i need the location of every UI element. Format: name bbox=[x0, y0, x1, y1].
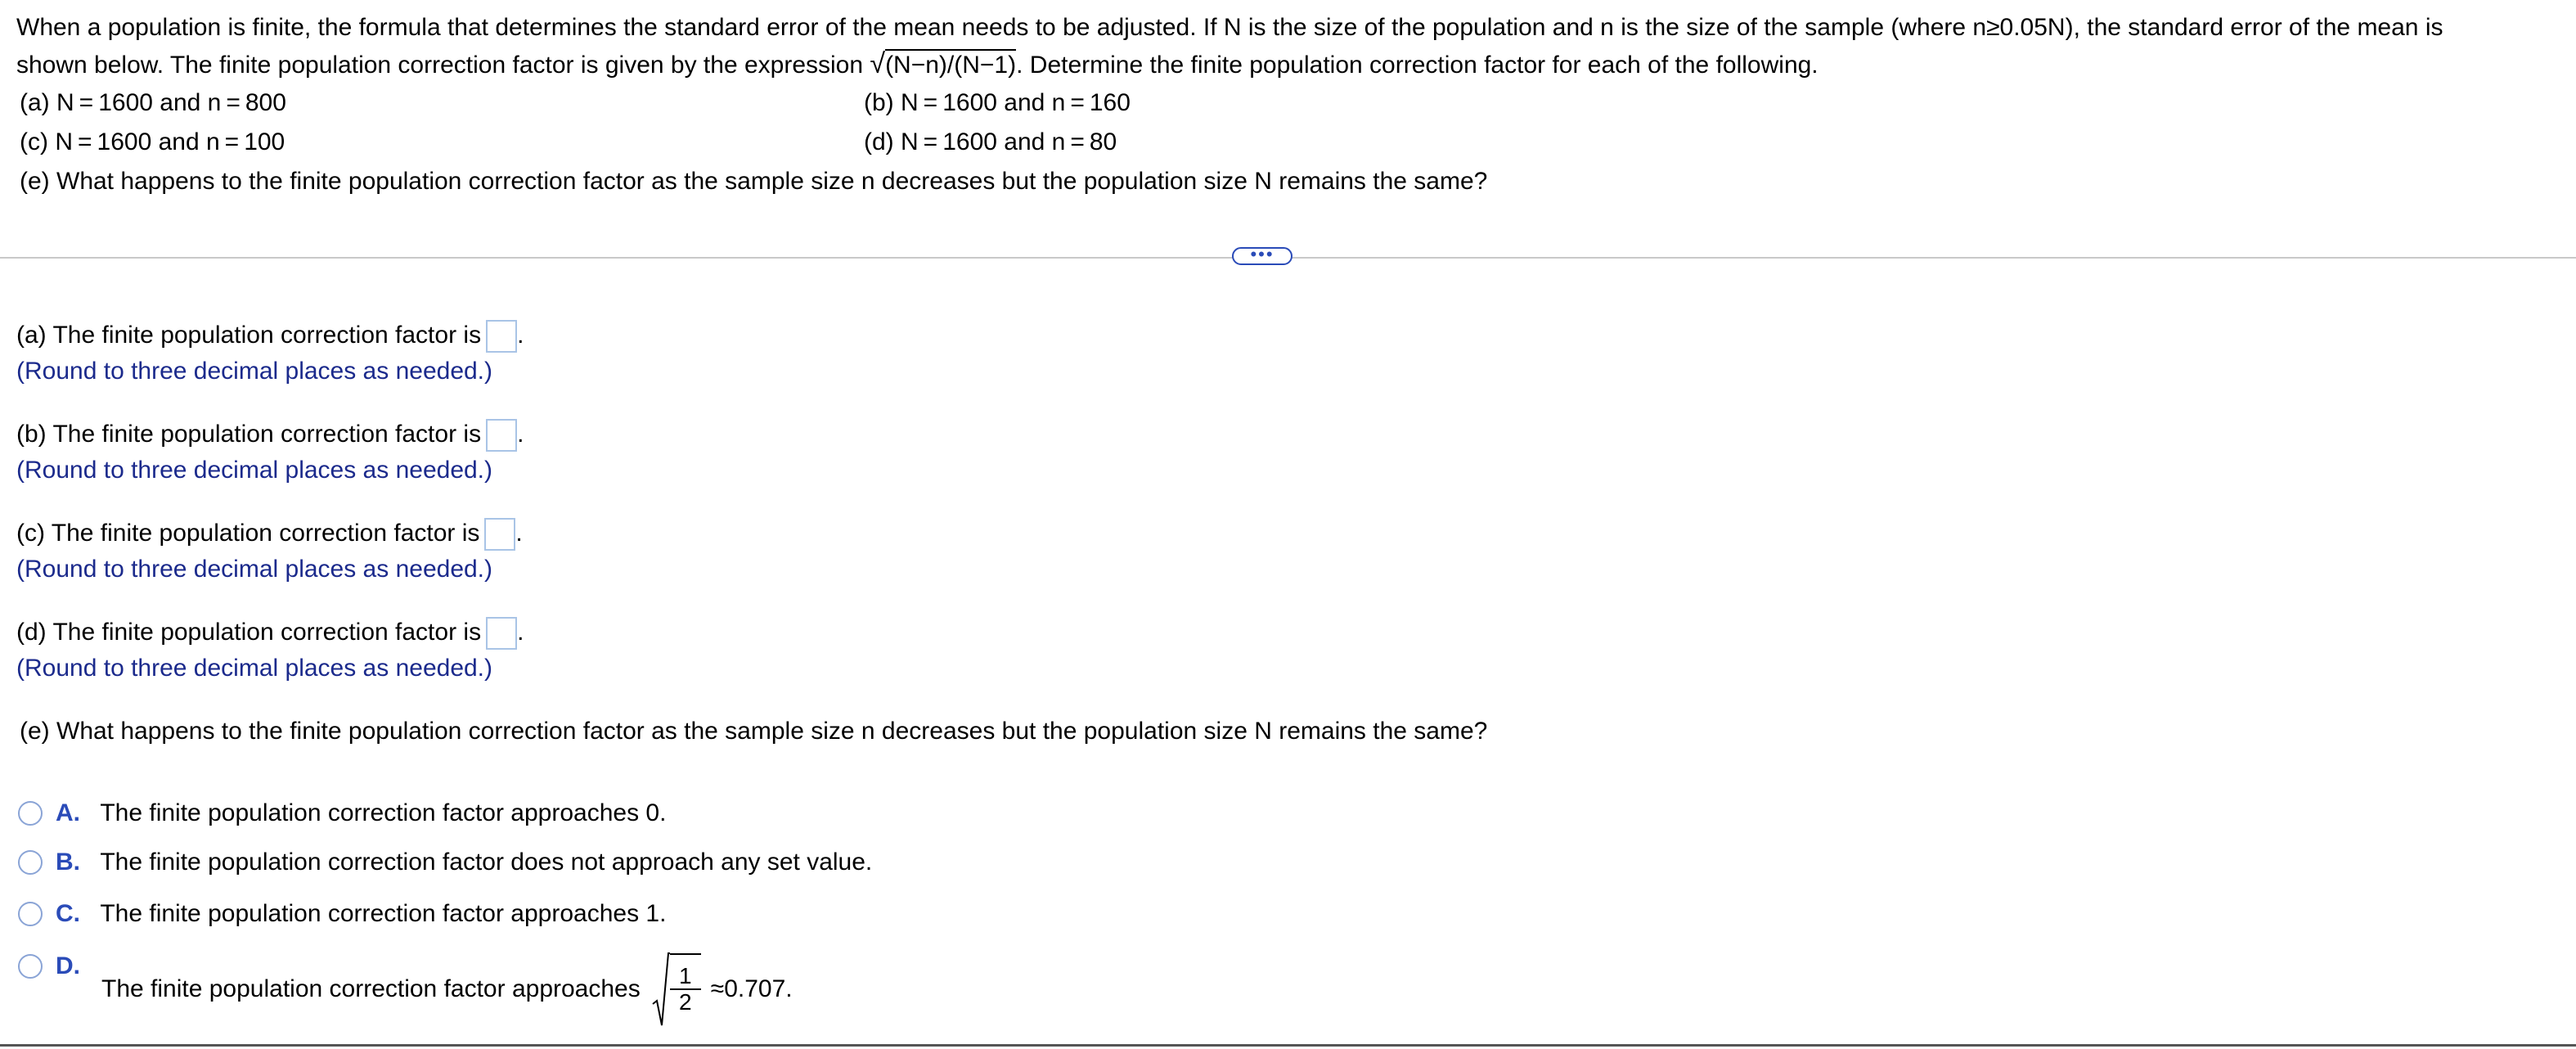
radical-icon bbox=[652, 952, 670, 1027]
bottom-border bbox=[0, 1044, 2576, 1047]
intro-line-2-end: . Determine the finite population correction factor for each of the following. bbox=[1016, 52, 1818, 79]
answer-c-hint: (Round to three decimal places as needed.) bbox=[16, 556, 493, 583]
answer-b-label: (b) The finite population correction factor is bbox=[16, 421, 482, 448]
answer-d-label: (d) The finite population correction factor is bbox=[16, 619, 482, 646]
option-d-letter[interactable] bbox=[56, 948, 80, 984]
case-a: (a) N = 1600 and n = 800 bbox=[20, 89, 286, 116]
intro-line-1: When a population is finite, the formula that determines the standard error of the mean needs to be adjusted. If N is the size of the population and n is the size of the sample (where n≥0.05N), the standard error of the mean is bbox=[16, 14, 2443, 41]
intro-line-2 bbox=[16, 46, 1818, 83]
sqrt-half bbox=[652, 952, 706, 1027]
case-b: (b) N = 1600 and n = 160 bbox=[864, 89, 1131, 116]
radical-bar bbox=[670, 953, 701, 955]
option-a[interactable] bbox=[56, 795, 666, 831]
option-a-letter: A. bbox=[56, 799, 80, 826]
fraction-denominator: 2 bbox=[678, 989, 692, 1015]
option-b-radio[interactable] bbox=[18, 850, 43, 875]
answer-b-input[interactable] bbox=[486, 419, 517, 452]
case-e: (e) What happens to the finite population correction factor as the sample size n decreases but the population size N remains the same? bbox=[20, 168, 1488, 195]
question-e: (e) What happens to the finite population correction factor as the sample size n decreases but the population size N remains the same? bbox=[20, 718, 1488, 745]
answer-c-label: (c) The finite population correction factor is bbox=[16, 520, 480, 547]
answer-a-period: . bbox=[517, 322, 524, 349]
option-d-radio[interactable] bbox=[18, 954, 43, 979]
answer-d-hint: (Round to three decimal places as needed.) bbox=[16, 655, 493, 682]
answer-a-row bbox=[16, 317, 524, 353]
answer-c-period: . bbox=[515, 520, 523, 547]
answer-a-hint: (Round to three decimal places as needed.) bbox=[16, 358, 493, 385]
answer-d-input[interactable] bbox=[486, 617, 517, 650]
answer-c-row bbox=[16, 515, 523, 552]
fraction-numerator: 1 bbox=[670, 964, 701, 990]
answer-c-input[interactable] bbox=[484, 518, 515, 551]
option-c-letter: C. bbox=[56, 900, 80, 927]
more-options-button[interactable]: ••• bbox=[1232, 247, 1292, 265]
option-c-radio[interactable] bbox=[18, 902, 43, 926]
option-d-approx: ≈0.707. bbox=[710, 975, 793, 1002]
answer-d-row bbox=[16, 615, 524, 651]
option-d-text: The finite population correction factor approaches bbox=[101, 975, 641, 1002]
case-d: (d) N = 1600 and n = 80 bbox=[864, 128, 1117, 155]
option-b-letter: B. bbox=[56, 849, 80, 876]
answer-b-period: . bbox=[517, 421, 524, 448]
sqrt-radicand: (N−n)/(N−1) bbox=[885, 49, 1016, 80]
answer-d-period: . bbox=[517, 619, 524, 646]
answer-b-row bbox=[16, 416, 524, 452]
option-c-text: The finite population correction factor approaches 1. bbox=[100, 900, 667, 927]
option-b-text: The finite population correction factor does not approach any set value. bbox=[100, 849, 873, 876]
fraction-half bbox=[670, 964, 701, 1015]
sqrt-expression bbox=[870, 46, 1016, 83]
option-c[interactable] bbox=[56, 896, 666, 932]
case-c: (c) N = 1600 and n = 100 bbox=[20, 128, 285, 155]
option-d[interactable] bbox=[101, 952, 793, 1026]
option-d-letter-text: D. bbox=[56, 952, 80, 979]
sqrt-icon: √ bbox=[870, 48, 886, 79]
answer-a-label: (a) The finite population correction factor is bbox=[16, 322, 482, 349]
answer-b-hint: (Round to three decimal places as needed.) bbox=[16, 457, 493, 484]
answer-a-input[interactable] bbox=[486, 320, 517, 353]
option-a-radio[interactable] bbox=[18, 801, 43, 826]
intro-line-2-start: shown below. The finite population correction factor is given by the expression bbox=[16, 52, 870, 79]
option-a-text: The finite population correction factor approaches 0. bbox=[100, 799, 667, 826]
option-b[interactable] bbox=[56, 844, 872, 880]
